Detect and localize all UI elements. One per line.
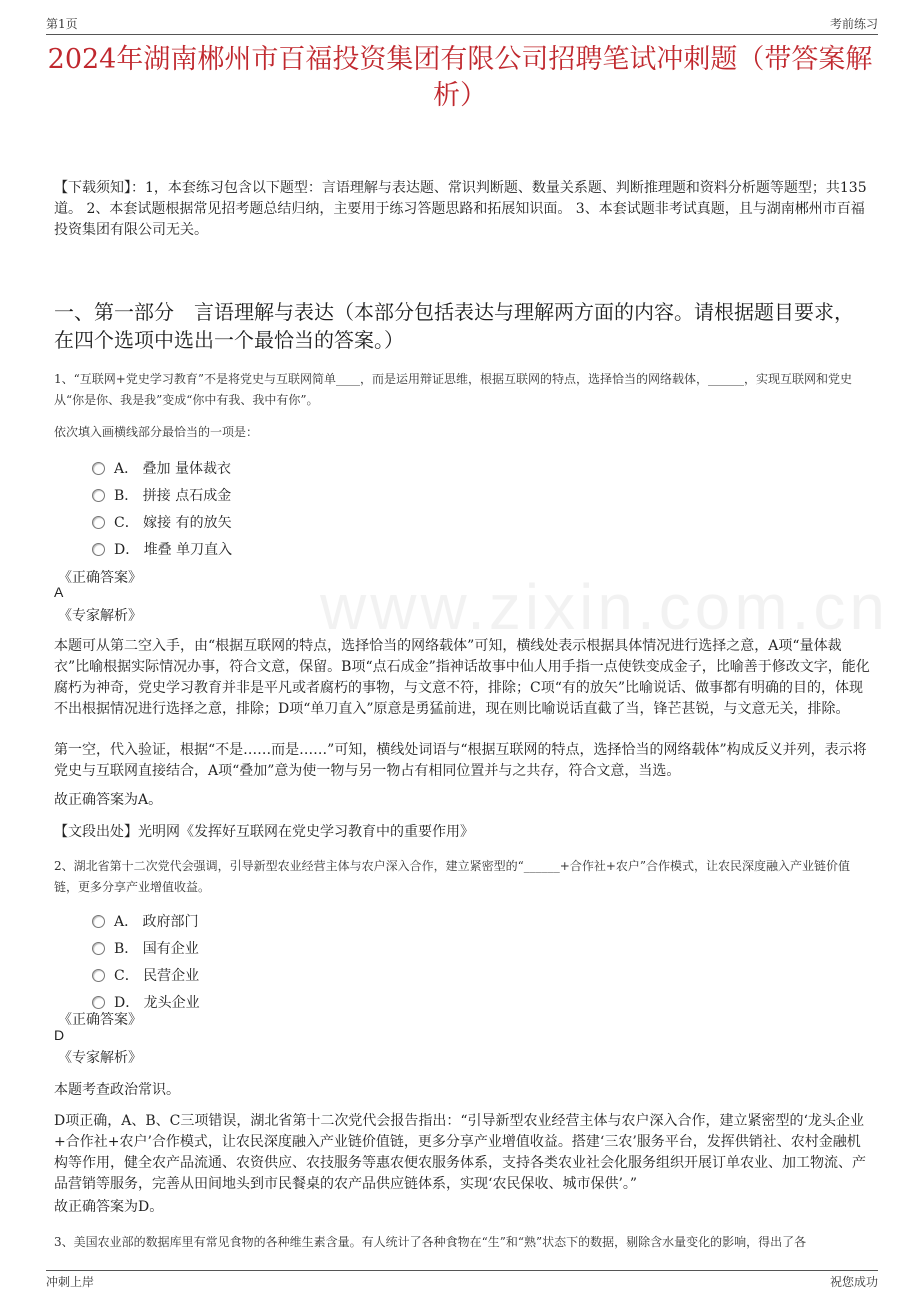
radio-icon[interactable] [92, 516, 105, 529]
option-d[interactable]: D． 龙头企业 [92, 992, 200, 1012]
analysis-paragraph: 第一空，代入验证，根据“不是……而是……”可知，横线处词语与“根据互联网的特点，选择恰当的网络载体”构成反义并列，表示将党史与互联网直接结合，A项“叠加”意为使一物与另一物占有相同位置并与之共存，符合文意，当选。 [54, 742, 867, 779]
watermark: www.zixin.com.cn [320, 571, 889, 643]
radio-icon[interactable] [92, 915, 105, 928]
answer-value: D [54, 1027, 65, 1043]
radio-icon[interactable] [92, 969, 105, 982]
analysis-label: 《专家解析》 [58, 1050, 142, 1066]
page-footer [46, 1270, 878, 1291]
analysis-conclusion: 故正确答案为A。 [54, 792, 163, 808]
option-a[interactable]: A． 叠加 量体裁衣 [92, 458, 231, 478]
option-d[interactable]: D． 堆叠 单刀直入 [92, 539, 232, 559]
analysis-conclusion: 故正确答案为D。 [54, 1199, 164, 1215]
answer-label: 《正确答案》 [58, 570, 142, 586]
option-a[interactable]: A． 政府部门 [92, 911, 199, 931]
header-label: 考前练习 [829, 17, 878, 31]
answer-value: A [54, 584, 64, 600]
option-b[interactable]: B． 国有企业 [92, 938, 199, 958]
question-3-text: 3、美国农业部的数据库里有常见食物的各种维生素含量。有人统计了各种食物在“生”和“熟”状态下的数据，剔除含水量变化的影响，得出了各 [54, 1235, 807, 1249]
question-1-prompt: 依次填入画横线部分最恰当的一项是： [54, 425, 259, 439]
analysis-paragraph: D项正确，A、B、C三项错误，湖北省第十二次党代会报告指出：“引导新型农业经营主体与农户深入合作，建立紧密型的‘龙头企业+合作社+农户’合作模式，让农民深度融入产业链价值链，更多分享产业增值收益。搭建‘三农’服务平台，发挥供销社、农村金融机构等作用，健全农产品流通、农资供应、农技服务等惠农便农服务体系，支持各类农业社会化服务组织开展订单农业、加工物流、产品营销等服务，完善从田间地头到市民餐桌的农产品供应链体系，实现‘农民保收、城市保供’。” [54, 1113, 866, 1192]
radio-icon[interactable] [92, 996, 105, 1009]
section-heading: 一、第一部分 言语理解与表达（本部分包括表达与理解两方面的内容。请根据题目要求，在四个选项中选出一个最恰当的答案。） [54, 300, 854, 352]
radio-icon[interactable] [92, 942, 105, 955]
document-title: 2024年湖南郴州市百福投资集团有限公司招聘笔试冲刺题（带答案解析） [47, 44, 873, 111]
radio-icon[interactable] [92, 489, 105, 502]
option-c[interactable]: C． 民营企业 [92, 965, 199, 985]
option-b[interactable]: B． 拼接 点石成金 [92, 485, 231, 505]
analysis-paragraph: 本题可从第二空入手，由“根据互联网的特点，选择恰当的网络载体”可知，横线处表示根据具体情况进行选择之意，A项“量体裁衣”比喻根据实际情况办事，符合文意，保留。B项“点石成金”指神话故事中仙人用手指一点使铁变成金子，比喻善于修改文字，能化腐朽为神奇，党史学习教育并非是平凡或者腐朽的事物，与文意不符，排除；C项“有的放矢”比喻说话、做事都有明确的目的，体现不出根据情况进行选择之意，排除；D项“单刀直入”原意是勇猛前进，现在则比喻说话直截了当，锋芒甚锐，与文意无关，排除。 [54, 638, 870, 717]
radio-icon[interactable] [92, 462, 105, 475]
source-citation: 【文段出处】光明网《发挥好互联网在党史学习教育中的重要作用》 [54, 824, 474, 840]
page-number: 第1页 [46, 17, 78, 31]
download-notice: 【下载须知】：1，本套练习包含以下题型：言语理解与表达题、常识判断题、数量关系题、判断推理题和资料分析题等题型；共135道。 2、本套试题根据常见招考题总结归纳，主要用于练习答题思路和拓展知识面。 3、本套试题非考试真题，且与湖南郴州市百福投资集团有限公司无关。 [54, 180, 867, 238]
answer-label: 《正确答案》 [58, 1012, 142, 1028]
footer-left: 冲刺上岸 [46, 1275, 95, 1289]
question-1-text: 1、“互联网+党史学习教育”不是将党史与互联网简单____，而是运用辩证思维，根据互联网的特点，选择恰当的网络载体，______，实现互联网和党史从“你是你、我是我”变成“你中有我、我中有你”。 [54, 372, 852, 407]
option-c[interactable]: C． 嫁接 有的放矢 [92, 512, 232, 532]
analysis-label: 《专家解析》 [58, 608, 142, 624]
radio-icon[interactable] [92, 543, 105, 556]
page-header [46, 14, 878, 35]
footer-right: 祝您成功 [829, 1275, 878, 1289]
question-2-text: 2、湖北省第十二次党代会强调，引导新型农业经营主体与农户深入合作，建立紧密型的“______+合作社+农户”合作模式，让农民深度融入产业链价值链，更多分享产业增值收益。 [54, 859, 851, 894]
analysis-paragraph: 本题考查政治常识。 [54, 1082, 180, 1098]
